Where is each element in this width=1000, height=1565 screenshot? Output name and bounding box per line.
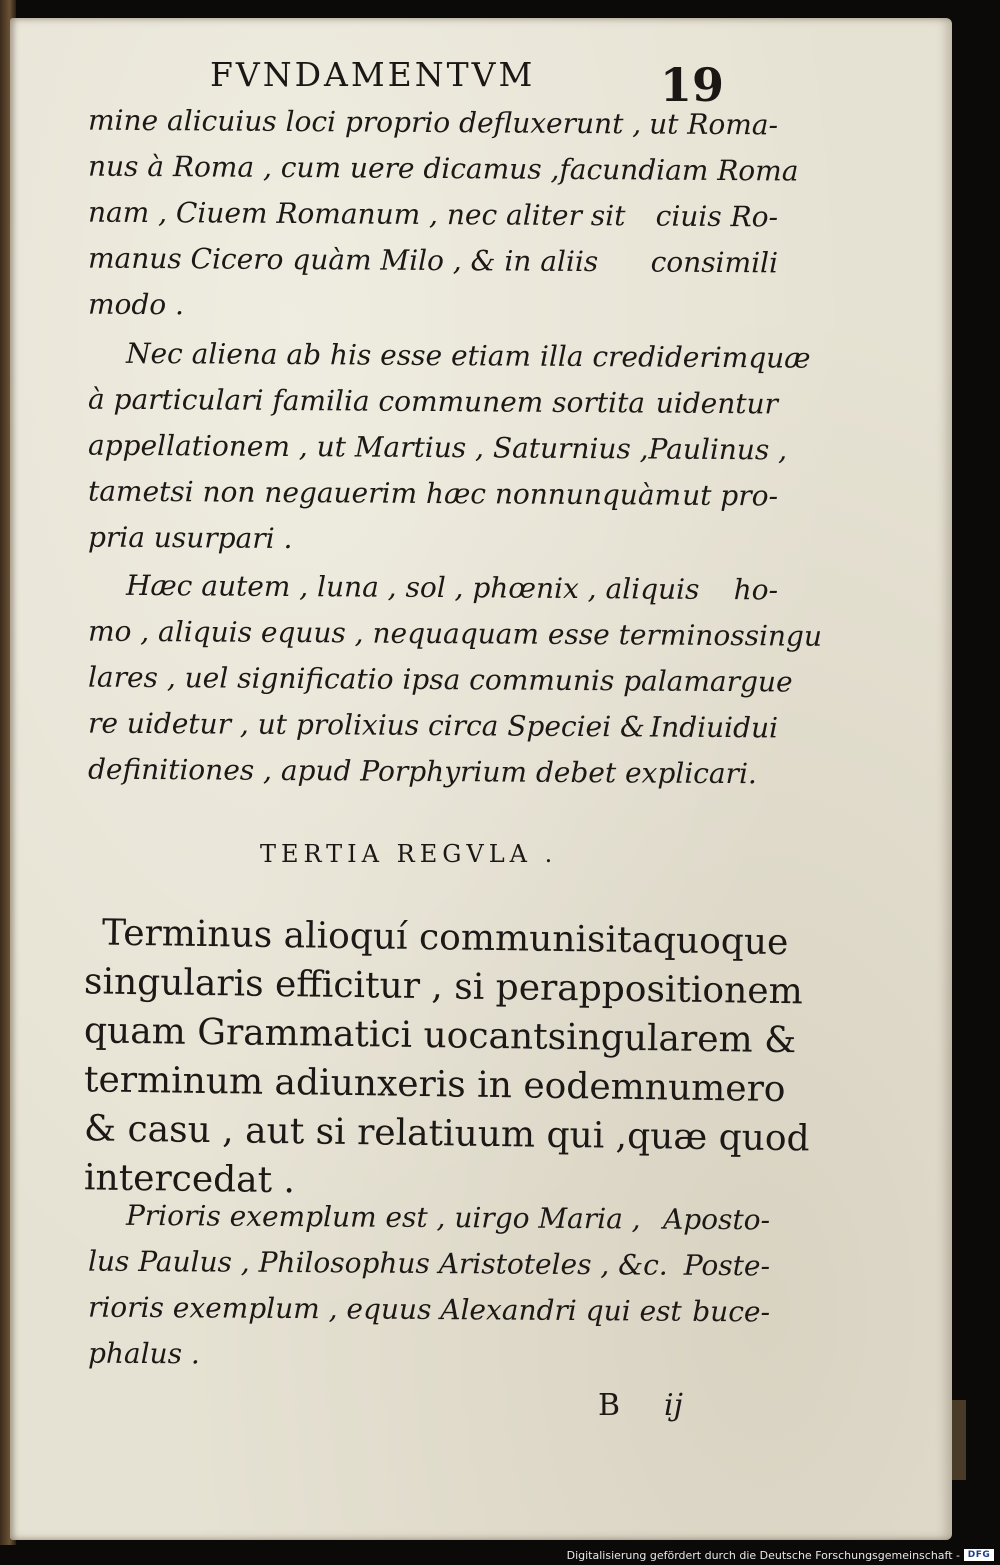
line-text: uidentur bbox=[655, 386, 779, 421]
text-line bbox=[88, 563, 778, 614]
line-text: ho- bbox=[733, 573, 779, 607]
line-text: ut Roma- bbox=[649, 107, 779, 142]
text-line bbox=[88, 190, 778, 241]
line-text: Prioris exemplum est , uirgo Maria , bbox=[125, 1198, 641, 1236]
line-text: ut pro- bbox=[682, 478, 779, 513]
running-title: FVNDAMENTVM bbox=[210, 55, 536, 94]
line-text: singularem & bbox=[547, 1016, 797, 1062]
line-text: singu bbox=[744, 619, 823, 653]
line-text: argue bbox=[709, 664, 793, 699]
line-text: Paulinus , bbox=[648, 432, 788, 467]
text-line bbox=[88, 701, 778, 752]
text-line bbox=[88, 1239, 770, 1290]
signature-letter: B bbox=[598, 1388, 621, 1423]
line-text: consimili bbox=[650, 245, 779, 280]
line-text: pria usurpari . bbox=[87, 520, 293, 556]
page-edge-tab bbox=[952, 1400, 966, 1480]
line-text: & casu , aut si relatiuum qui , bbox=[83, 1108, 628, 1157]
dfg-logo: DFG bbox=[964, 1549, 994, 1561]
text-line bbox=[88, 515, 778, 566]
line-text: itaquoque bbox=[605, 919, 789, 964]
text-line bbox=[88, 1285, 770, 1336]
page-number: 19 bbox=[660, 58, 725, 112]
digitization-credit: Digitalisierung gefördert durch die Deutsche Forschungsgemeinschaft - bbox=[566, 1549, 960, 1562]
line-text: lus Paulus , Philosophus Aristoteles , &c. bbox=[87, 1244, 668, 1282]
line-text: buce- bbox=[692, 1294, 771, 1329]
line-text: quæ bbox=[748, 341, 811, 375]
line-text: à particulari familia communem sortita bbox=[87, 382, 646, 420]
line-text: intercedat . bbox=[83, 1157, 296, 1202]
line-text: singularis efficitur , si per bbox=[83, 961, 558, 1009]
line-text: appellationem , ut Martius , Saturnius , bbox=[87, 428, 649, 466]
text-line bbox=[88, 282, 778, 333]
line-text: definitiones , apud Porphyrium debet explicari. bbox=[87, 752, 757, 791]
rule-text bbox=[83, 912, 810, 1207]
line-text: numero bbox=[644, 1067, 786, 1111]
line-text: mine alicuius loci proprio defluxerunt , bbox=[87, 103, 642, 141]
line-text: appositionem bbox=[556, 967, 804, 1013]
text-line bbox=[87, 144, 799, 195]
line-text: nam , Ciuem Romanum , nec aliter sit bbox=[87, 195, 626, 233]
paragraph-1 bbox=[87, 100, 799, 330]
line-text: Aposto- bbox=[662, 1202, 771, 1237]
line-text: rioris exemplum , equus Alexandri qui est bbox=[87, 1290, 682, 1328]
line-text: Nec aliena ab his esse etiam illa crediderim bbox=[125, 336, 749, 375]
text-line bbox=[88, 747, 778, 798]
paragraph-4 bbox=[88, 1195, 770, 1379]
rule-heading: TERTIA REGVLA . bbox=[260, 840, 558, 868]
line-text: re uidetur , ut prolixius circa Speciei & bbox=[87, 706, 646, 744]
text-line bbox=[88, 377, 778, 428]
line-text: facundiam Roma bbox=[559, 152, 799, 188]
text-line bbox=[88, 1193, 770, 1244]
text-line bbox=[88, 236, 778, 287]
text-line bbox=[88, 469, 778, 520]
signature-numeral: ij bbox=[664, 1388, 683, 1423]
line-text: ciuis Ro- bbox=[655, 199, 779, 234]
line-text: nus à Roma , cum uere dicamus , bbox=[87, 149, 560, 186]
paragraph-3 bbox=[87, 565, 823, 795]
line-text: modo . bbox=[87, 287, 185, 322]
line-text: Indiuidui bbox=[650, 710, 779, 745]
paragraph-2 bbox=[87, 333, 811, 563]
line-text: tametsi non negauerim hæc nonnunquàm bbox=[87, 474, 682, 512]
text-line bbox=[87, 423, 788, 474]
line-text: terminum adiunxeris in eodem bbox=[83, 1059, 646, 1109]
text-line bbox=[87, 609, 823, 660]
line-text: quam Grammatici uocant bbox=[83, 1010, 548, 1058]
line-text: manus Cicero quàm Milo , & in aliis bbox=[87, 241, 599, 279]
text-line bbox=[87, 655, 793, 706]
line-text: Poste- bbox=[683, 1248, 771, 1283]
line-text: Hæc autem , luna , sol , phœnix , aliquis bbox=[125, 568, 700, 606]
line-text: lares , uel significatio ipsa communis palam bbox=[87, 660, 711, 698]
text-line bbox=[88, 331, 811, 382]
text-line bbox=[88, 1331, 770, 1382]
line-text: quæ quod bbox=[626, 1115, 810, 1160]
line-text: mo , aliquis equus , nequaquam esse terminos bbox=[87, 614, 745, 653]
line-text: Terminus alioquí communis bbox=[101, 912, 606, 961]
text-line bbox=[88, 98, 778, 149]
line-text: phalus . bbox=[87, 1336, 200, 1371]
